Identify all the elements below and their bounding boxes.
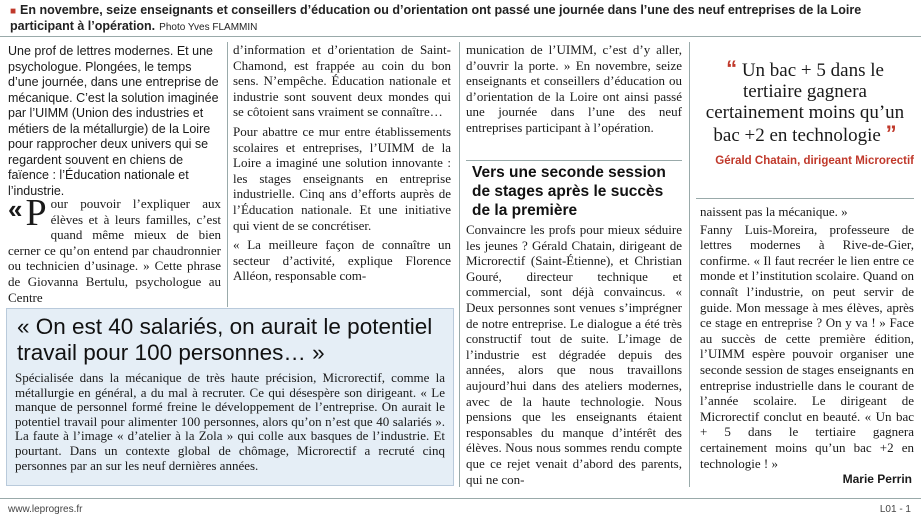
author-signature: Marie Perrin — [842, 472, 912, 486]
column-1-body: our pouvoir l’expliquer aux élèves et à leurs familles, c’est quand même mieux de bien cerner ce qu’on entend par chaudronnier ou technicien d’usinage. » Cette phrase de Giovanna Bertulu, psychologue au Centre — [8, 196, 221, 305]
pull-quote-author: Gérald Chatain, dirigeant Microrectif — [715, 155, 914, 167]
pull-quote — [696, 58, 914, 172]
column-divider-3 — [689, 42, 690, 487]
footer-rule — [0, 498, 921, 499]
column-1-text — [8, 192, 221, 305]
column-4-text — [700, 204, 914, 475]
quote-open-mark: « — [8, 194, 23, 224]
column-divider-1 — [227, 42, 228, 307]
column-4-para-2: Fanny Luis-Moreira, professeure de lettres modernes à Rive-de-Gier, confirme. « Il faut recréer le lien entre ce monde et l’institution scolaire. Quand on connaît l’industrie, on peut servir de guide. Mon message à mes élèves, après ce stage en entreprise ? On y va ! » Face au succès de cette première édition, l’UIMM espère pouvoir organiser une seconde session de stages enseignants en entreprise industrielle dans le courant de l’année scolaire. Le dirigeant de Microrectif conclut en beauté. « Un bac + 5 dans le tertiaire gagnera certainement moins qu’un bac +2 en technologie ! » — [700, 221, 914, 471]
column-divider-2 — [459, 42, 460, 487]
caption-marker: ■ — [10, 6, 17, 17]
top-rule — [0, 36, 921, 37]
column-2-text — [233, 42, 451, 288]
column-2-para-3: « La meilleure façon de connaître un secteur d’activité, explique Florence Alléon, responsable com- — [233, 237, 451, 284]
column-2-para-2: Pour abattre ce mur entre établissements scolaires et entreprises, l’UIMM de la Loire a imaginé une solution innovante : les stages enseignants en entreprise industrielle. Cinq ans d’efforts auprès de l’Éducation nationale. Et une initiative qui vient de se concrétiser. — [233, 123, 451, 233]
column-3-text — [466, 42, 682, 140]
subheading: Vers une seconde session de stages après le succès de la première — [472, 164, 666, 219]
column-2-para-1: d’information et d’orientation de Saint-Chamond, est frappée au coin du bon sens. N’empêche. Éducation nationale et industrie sont souvent deux mondes qui se côtoient sans vraiment se connaître… — [233, 42, 451, 120]
pull-quote-close-mark: ” — [885, 121, 897, 146]
footer-site: www.leprogres.fr — [8, 504, 83, 515]
pull-quote-open-mark: “ — [726, 56, 738, 81]
pull-quote-text: Un bac + 5 dans le tertiaire gagnera certainement moins qu’un bac +2 en technologie — [705, 60, 905, 146]
subhead-rule — [466, 160, 682, 161]
column-4-para-1: naissent pas la mécanique. » — [700, 204, 848, 219]
column-3-para-1: munication de l’UIMM, c’est d’y aller, d’ouvrir la porte. » En novembre, seize enseignants et conseillers d’éducation ou d’orientation de la Loire ont ainsi passé une journée dans l’une des neuf entreprises participant à l’opération. — [466, 42, 682, 135]
column-3-para-2: Convaincre les profs pour mieux séduire les jeunes ? Gérald Chatain, dirigeant de Microrectif (Saint-Étienne), et Christian Gouré, directeur technique et commercial, sont déjà convaincus. « Deux personnes sont venues s’imprégner de notre entreprise. Le dialogue a été très constructif tout de suite. L’image de l’industrie est dégradée depuis des années, alors que nous travaillons aujourd’hui dans des ateliers modernes, avec de la haute technologie. Nous pensions que les enseignants étaient responsables du manque d’intérêt des élèves. Nous nous sommes rendu compte que ce rejet venait d’abord des parents, qui ne con- — [466, 222, 682, 487]
photo-caption — [10, 3, 910, 35]
footer-page: L01 - 1 — [879, 504, 911, 515]
photo-credit: Photo Yves FLAMMIN — [159, 22, 258, 33]
highlight-box-text: Spécialisée dans la mécanique de très haute précision, Microrectif, comme la métallurgie en général, a du mal à recruter. Ce qui désespère son dirigeant. « Le manque de personnel formé freine le développement de l’entreprise. On aurait le potentiel travail pour alimenter 100 personnes, alors qu’on n’est que 40 salariés ». La faute à l’image « d’atelier à la Zola » qui colle aux basques de l’industrie. Et pourtant. Dans un contexte global de chômage, Microrectif a recruté cinq personnes par an sur les neuf dernières années. — [15, 370, 445, 473]
article-intro: Une prof de lettres modernes. Et une psychologue. Plongées, le temps d’une journée, dans une entreprise de mécanique. C’est la solution imaginée par l’UIMM (Union des industries et métiers de la métallurgie) de la Loire pour rapprocher deux univers qui se regardent souvent en chiens de faïence : l’Éducation nationale et l’industrie. — [8, 44, 219, 198]
highlight-box-title: « On est 40 salariés, on aurait le potentiel travail pour 100 personnes… » — [17, 314, 433, 365]
pull-quote-rule — [696, 198, 914, 199]
highlight-box — [6, 308, 454, 486]
caption-text: En novembre, seize enseignants et conseillers d’éducation ou d’orientation ont passé une journée dans l’une des neuf entreprises de la Loire participant à l’opération. — [10, 3, 862, 33]
drop-cap: P — [25, 192, 47, 234]
column-3-text-2 — [466, 222, 682, 491]
